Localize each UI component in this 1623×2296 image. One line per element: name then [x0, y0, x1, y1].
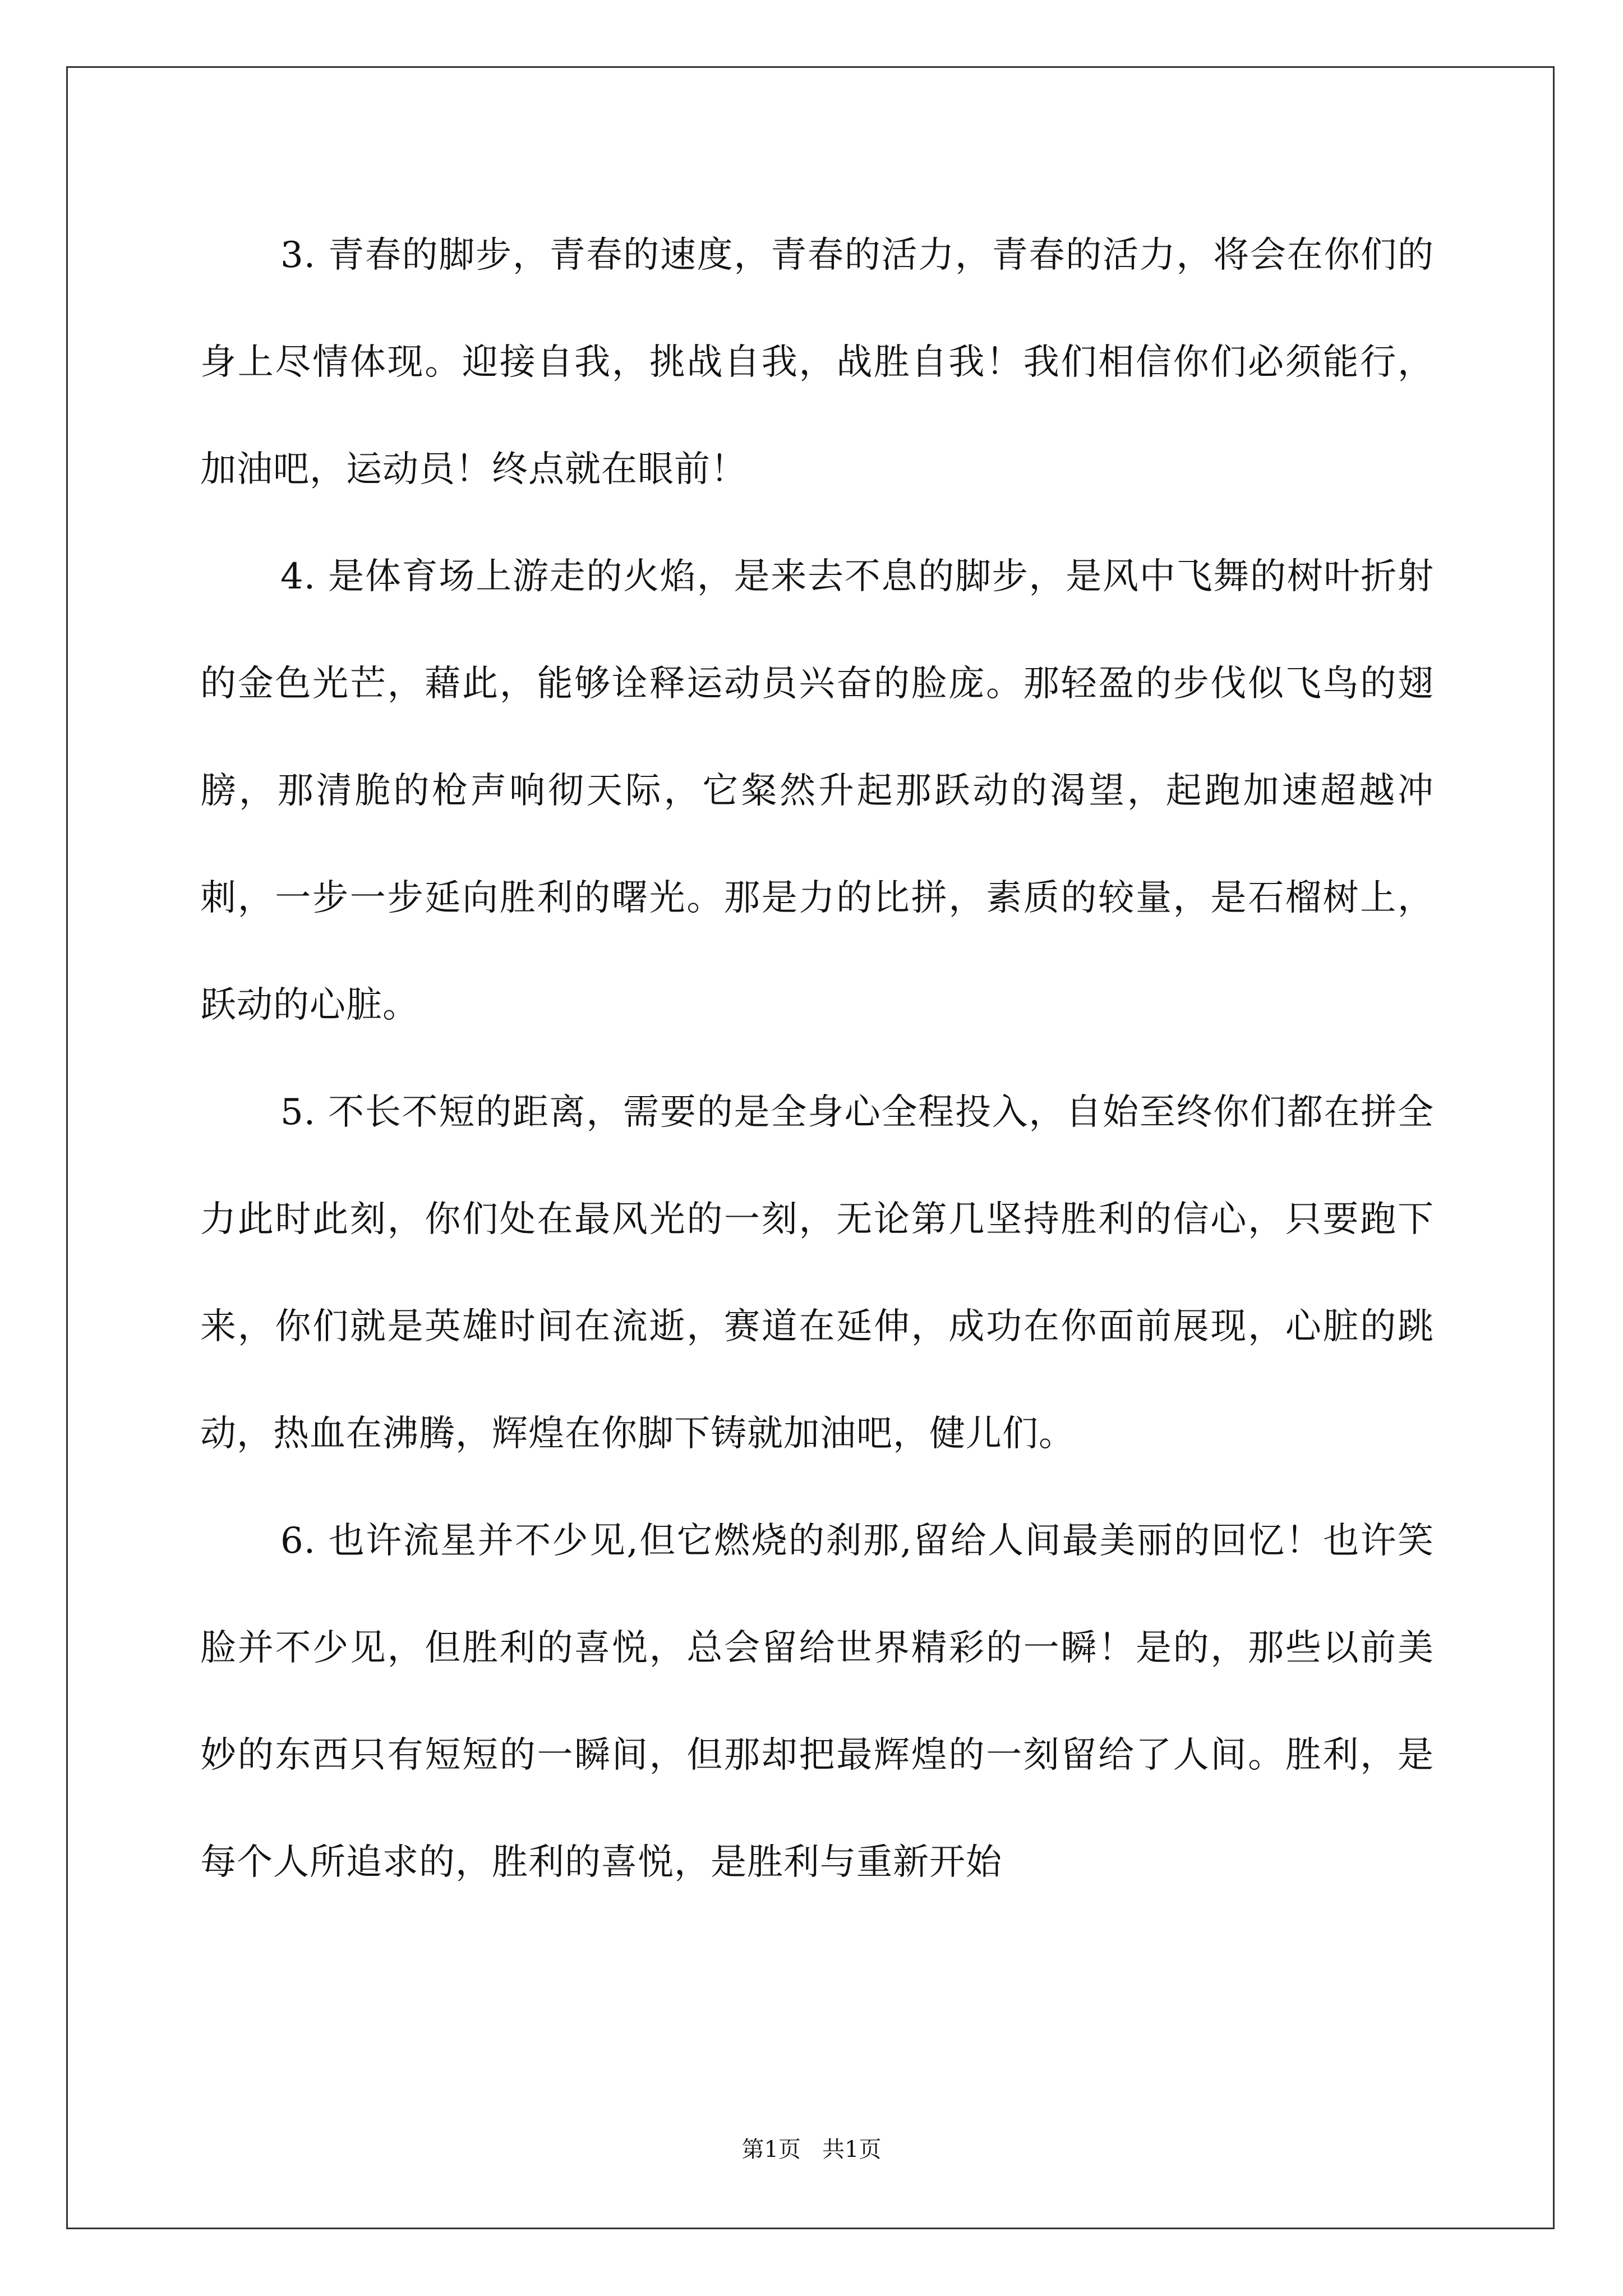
document-body	[200, 202, 1434, 1916]
page-footer: 第1页 共1页	[741, 2137, 882, 2162]
paragraph-6: 6. 也许流星并不少见,但它燃烧的刹那,留给人间最美丽的回忆！也许笑脸并不少见，但胜利的喜悦，总会留给世界精彩的一瞬！是的，那些以前美妙的东西只有短短的一瞬间，但那却把最辉煌的一刻留给了人间。胜利，是每个人所追求的，胜利的喜悦，是胜利与重新开始	[200, 1520, 1434, 1883]
paragraph-5: 5. 不长不短的距离，需要的是全身心全程投入，自始至终你们都在拼全力此时此刻，你们处在最风光的一刻，无论第几坚持胜利的信心，只要跑下来，你们就是英雄时间在流逝，赛道在延伸，成功在你面前展现，心脏的跳动，热血在沸腾，辉煌在你脚下铸就加油吧，健儿们。	[200, 1092, 1434, 1455]
paragraph-4: 4. 是体育场上游走的火焰，是来去不息的脚步，是风中飞舞的树叶折射的金色光芒，藉此，能够诠释运动员兴奋的脸庞。那轻盈的步伐似飞鸟的翅膀，那清脆的枪声响彻天际，它粲然升起那跃动的渴望，起跑加速超越冲刺，一步一步延向胜利的曙光。那是力的比拼，素质的较量，是石榴树上，跃动的心脏。	[200, 556, 1434, 1026]
paragraph-3: 3. 青春的脚步，青春的速度，青春的活力，青春的活力，将会在你们的身上尽情体现。迎接自我，挑战自我，战胜自我！我们相信你们必须能行，加油吧，运动员！终点就在眼前！	[200, 234, 1434, 490]
